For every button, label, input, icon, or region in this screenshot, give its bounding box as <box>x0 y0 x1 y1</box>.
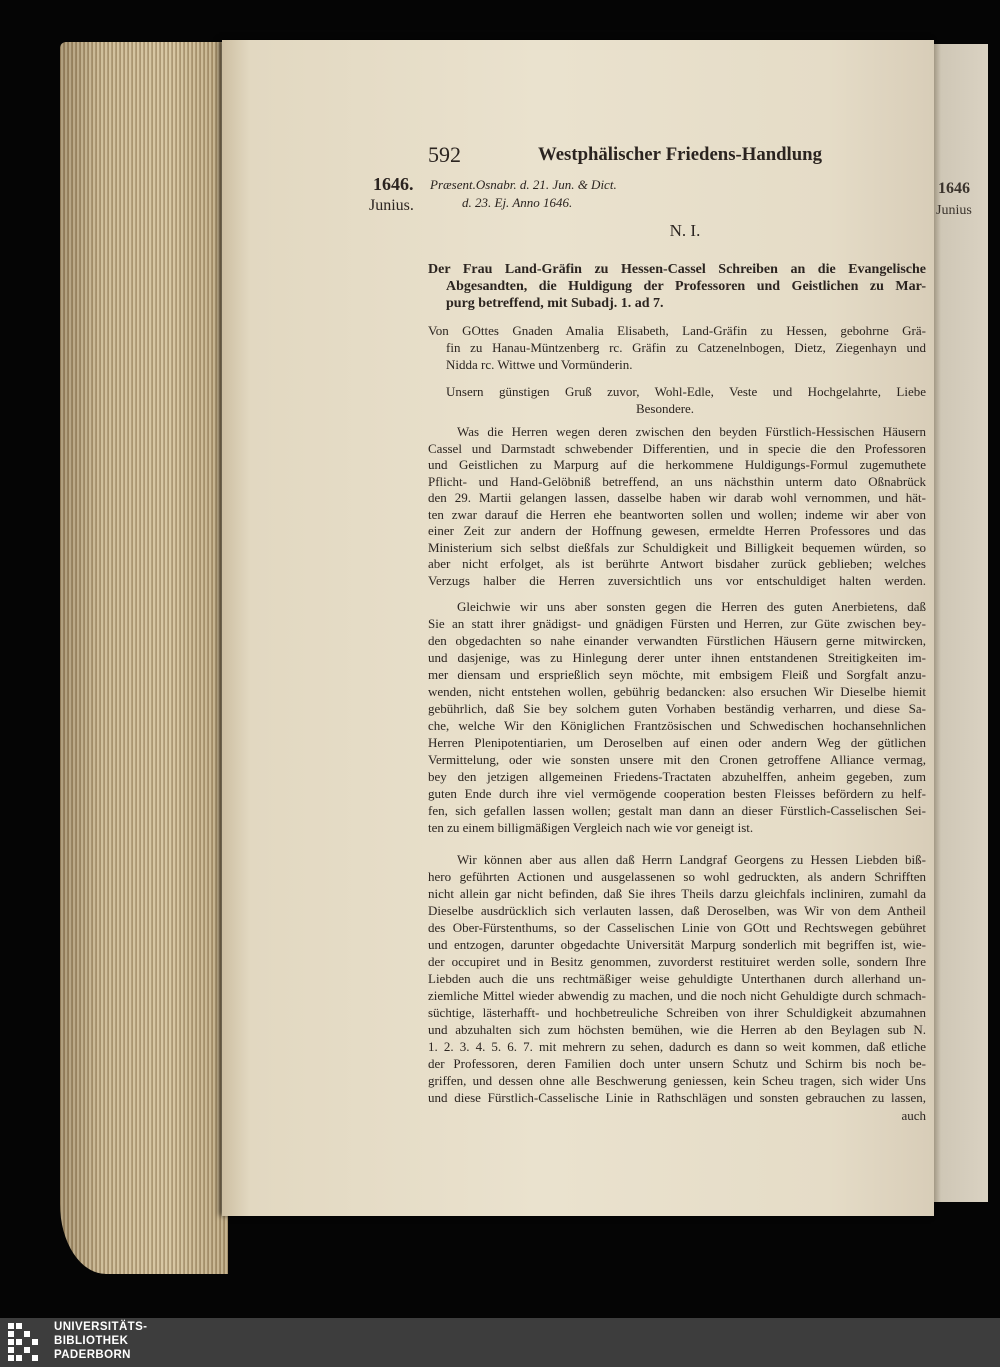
paragraph-line: aber nicht erfolget, als ist berührte Antwort bisdaher zurück geblieben; welches <box>428 556 926 571</box>
title-line: purg betreffend, mit Subadj. 1. ad 7. <box>446 296 664 311</box>
paragraph-line: fen, sich gefallen lassen wollen; gestalt man dann an dieser Fürstlich-Casselischen Sei- <box>428 803 926 818</box>
paragraph-line: ten zu einem billigmäßigen Vergleich nach wie vor geneigt ist. <box>428 820 754 835</box>
greeting-line: Unsern günstigen Gruß zuvor, Wohl-Edle, Veste und Hochgelahrte, Liebe <box>446 384 926 399</box>
paragraph-line: Wir können aber aus allen daß Herrn Landgraf Georgens zu Hessen Liebden biß- <box>457 852 926 867</box>
paragraph-line: Sie an statt ihrer gnädigst- und gnädigen Fürsten und Herren, zur Güte zwischen bey- <box>428 616 926 631</box>
paragraph-line: den obgedachten so nahe einander verwandten Fürstlichen Häusern gerne mitwircken, <box>428 633 926 648</box>
paragraph-line: und entzogen, darunter obgedachte Universität Marpurg sonderlich mit begriffen ist, wie- <box>428 937 926 952</box>
paragraph-line: und Geistlichen zu Marpurg auf die herkommene Huldigungs-Formul zugemuthete <box>428 457 926 472</box>
page-edges <box>60 42 228 1274</box>
paragraph-line: bey den jetzigen allgemeinen Friedens-Tractaten abzuhelffen, anheim gegeben, zum <box>428 769 926 784</box>
next-page-month: Junius <box>936 203 972 218</box>
paragraph-line: des Ober-Fürstenthums, so der Casselischen Linie von GOtt und Rechtswegen gebühret <box>428 920 926 935</box>
paragraph-line: Dieselbe ausdrücklich sich verlauten lassen, daß Deroselben, was Wir von dem Antheil <box>428 903 926 918</box>
title-line: Der Frau Land-Gräfin zu Hessen-Cassel Schreiben an die Evangelische <box>428 262 926 277</box>
paragraph-line: Pflicht- und Hand-Gelöbniß betreffend, an uns nächsthin unterm dato Oßnabrück <box>428 474 926 489</box>
paragraph-line: Herren Plenipotentiarien, um Deroselben auf einen oder andern Weg der gütlichen <box>428 735 926 750</box>
paragraph-line: der Professoren, deren Familien doch unter unsern Schutz und Schirm bis noch be- <box>428 1056 926 1071</box>
paragraph-line: gebührlich, daß Sie bey solchem guten Vorhaben beständig verharren, und diese Sa- <box>428 701 926 716</box>
library-name-line: UNIVERSITÄTS- <box>54 1321 148 1333</box>
margin-year: 1646. <box>373 174 414 194</box>
library-name-line: BIBLIOTHEK <box>54 1335 129 1347</box>
paragraph-line: ten zwar darauf die Herren ehe beantworten sollen und wollen; indeme wir aber von <box>428 507 926 522</box>
sender-line: Nidda rc. Wittwe und Vormünderin. <box>446 357 633 372</box>
paragraph-line: und diese Fürstlich-Casselische Linie in Rathschlägen und sonsten gebrauchen zu lassen, <box>428 1090 926 1105</box>
presentation-note-line: Præsent.Osnabr. d. 21. Jun. & Dict. <box>430 177 617 192</box>
paragraph-line: Was die Herren wegen deren zwischen den beyden Fürstlich-Hessischen Häusern <box>457 424 926 439</box>
paragraph-line: den 29. Martii gelangen lassen, dasselbe haben wir darab wohl vernommen, und hät- <box>428 490 926 505</box>
paragraph-line: und dasjenige, was zu Hinlegung derer unter ihnen entstandenen Streitigkeiten im- <box>428 650 926 665</box>
greeting-line: Besondere. <box>635 401 695 416</box>
paragraph-line: Gleichwie wir uns aber sonsten gegen die Herren des guten Anerbietens, daß <box>457 599 926 614</box>
paragraph-line: einer Zeit zur andern der Hoffnung gewesen, ermeldte Herren Professores und das <box>428 523 926 538</box>
paragraph-line: griffen, und dessen ohne alle Beschwerung geniessen, kein Scheu tragen, sich wider Uns <box>428 1073 926 1088</box>
footer-bar <box>0 1318 1000 1367</box>
paragraph-line: der occupiret und in Besitz genommen, zuvorderst restituiret werden solle, sondern Ihre <box>428 954 926 969</box>
paragraph-line: Cassel und Darmstadt schwebender Differentien, und in specie die den Professoren <box>428 441 926 456</box>
document-number: N. I. <box>669 221 701 240</box>
sender-line: Von GOttes Gnaden Amalia Elisabeth, Land-Gräfin zu Hessen, gebohrne Grä- <box>428 323 926 338</box>
page-number: 592 <box>428 142 461 167</box>
paragraph-line: nicht allein gar nicht befinden, daß Sie ihres Theils darzu gleichfals incliniren, zumahl da <box>428 886 926 901</box>
paragraph-line: che, welche Wir den Königlichen Frantzösischen und Schwedischen hochansehnlichen <box>428 718 926 733</box>
margin-month: Junius. <box>369 197 414 214</box>
paragraph-line: Ministerium sich selbst dießfals zur Schuldigkeit und Billigkeit bequemen würden, so <box>428 540 926 555</box>
catchword: auch <box>901 1108 926 1123</box>
paragraph-line: hero geführten Actionen und ausgelassenen so wohl gedruckten, als andern Schrifften <box>428 869 926 884</box>
title-line: Abgesandten, die Huldigung der Professoren und Geistlichen zu Mar- <box>446 279 926 294</box>
next-page-year: 1646 <box>938 180 970 197</box>
paragraph-line: Liebden auch die uns rechtmäßiger weise gehuldigte Unterthanen durch allerhand un- <box>428 971 926 986</box>
paragraph-line: mer diensam und ersprießlich seyn möchte, mit embsigem Fleiß und Sorgfalt anzu- <box>428 667 926 682</box>
paragraph-line: guten Ende durch ihre viel vermögende cooperation besten Fleisses befördern zu helf- <box>428 786 926 801</box>
paragraph-line: Vermittelung, oder wie sonsten unsere mit den Cronen getroffene Alliance vermag, <box>428 752 926 767</box>
paragraph-line: Verzugs halber die Herren zuversichtlich uns vor entschuldiget halten werden. <box>428 573 926 588</box>
paragraph-line: 1. 2. 3. 4. 5. 6. 7. mit mehrern zu sehen, dadurch es dann so weit kommen, daß etliche <box>428 1039 926 1054</box>
library-name-line: PADERBORN <box>54 1349 131 1361</box>
paragraph-line: ziemliche Mittel wieder abwendig zu machen, und die noch nicht Gehuldigte durch schmach- <box>428 988 926 1003</box>
paragraph-line: süchtige, lästerhafft- und hochbetreuliche Schreiben von ihrer Schuldigkeit abzumahnen <box>428 1005 926 1020</box>
library-logo-icon <box>6 1321 48 1363</box>
running-title: Westphälischer Friedens-Handlung <box>538 144 822 165</box>
sender-line: fin zu Hanau-Müntzenberg rc. Gräfin zu Catzenelnbogen, Dietz, Ziegenhayn und <box>446 340 926 355</box>
paragraph-line: wenden, nicht entstehen wollen, gebührig bedancken: also ersuchen Wir Dieselbe hiemit <box>428 684 926 699</box>
paragraph-line: und abzuhalten sich zum höchsten bemühen, wie die Herren ab den Beylagen sub N. <box>428 1022 926 1037</box>
presentation-note-line: d. 23. Ej. Anno 1646. <box>462 195 573 210</box>
